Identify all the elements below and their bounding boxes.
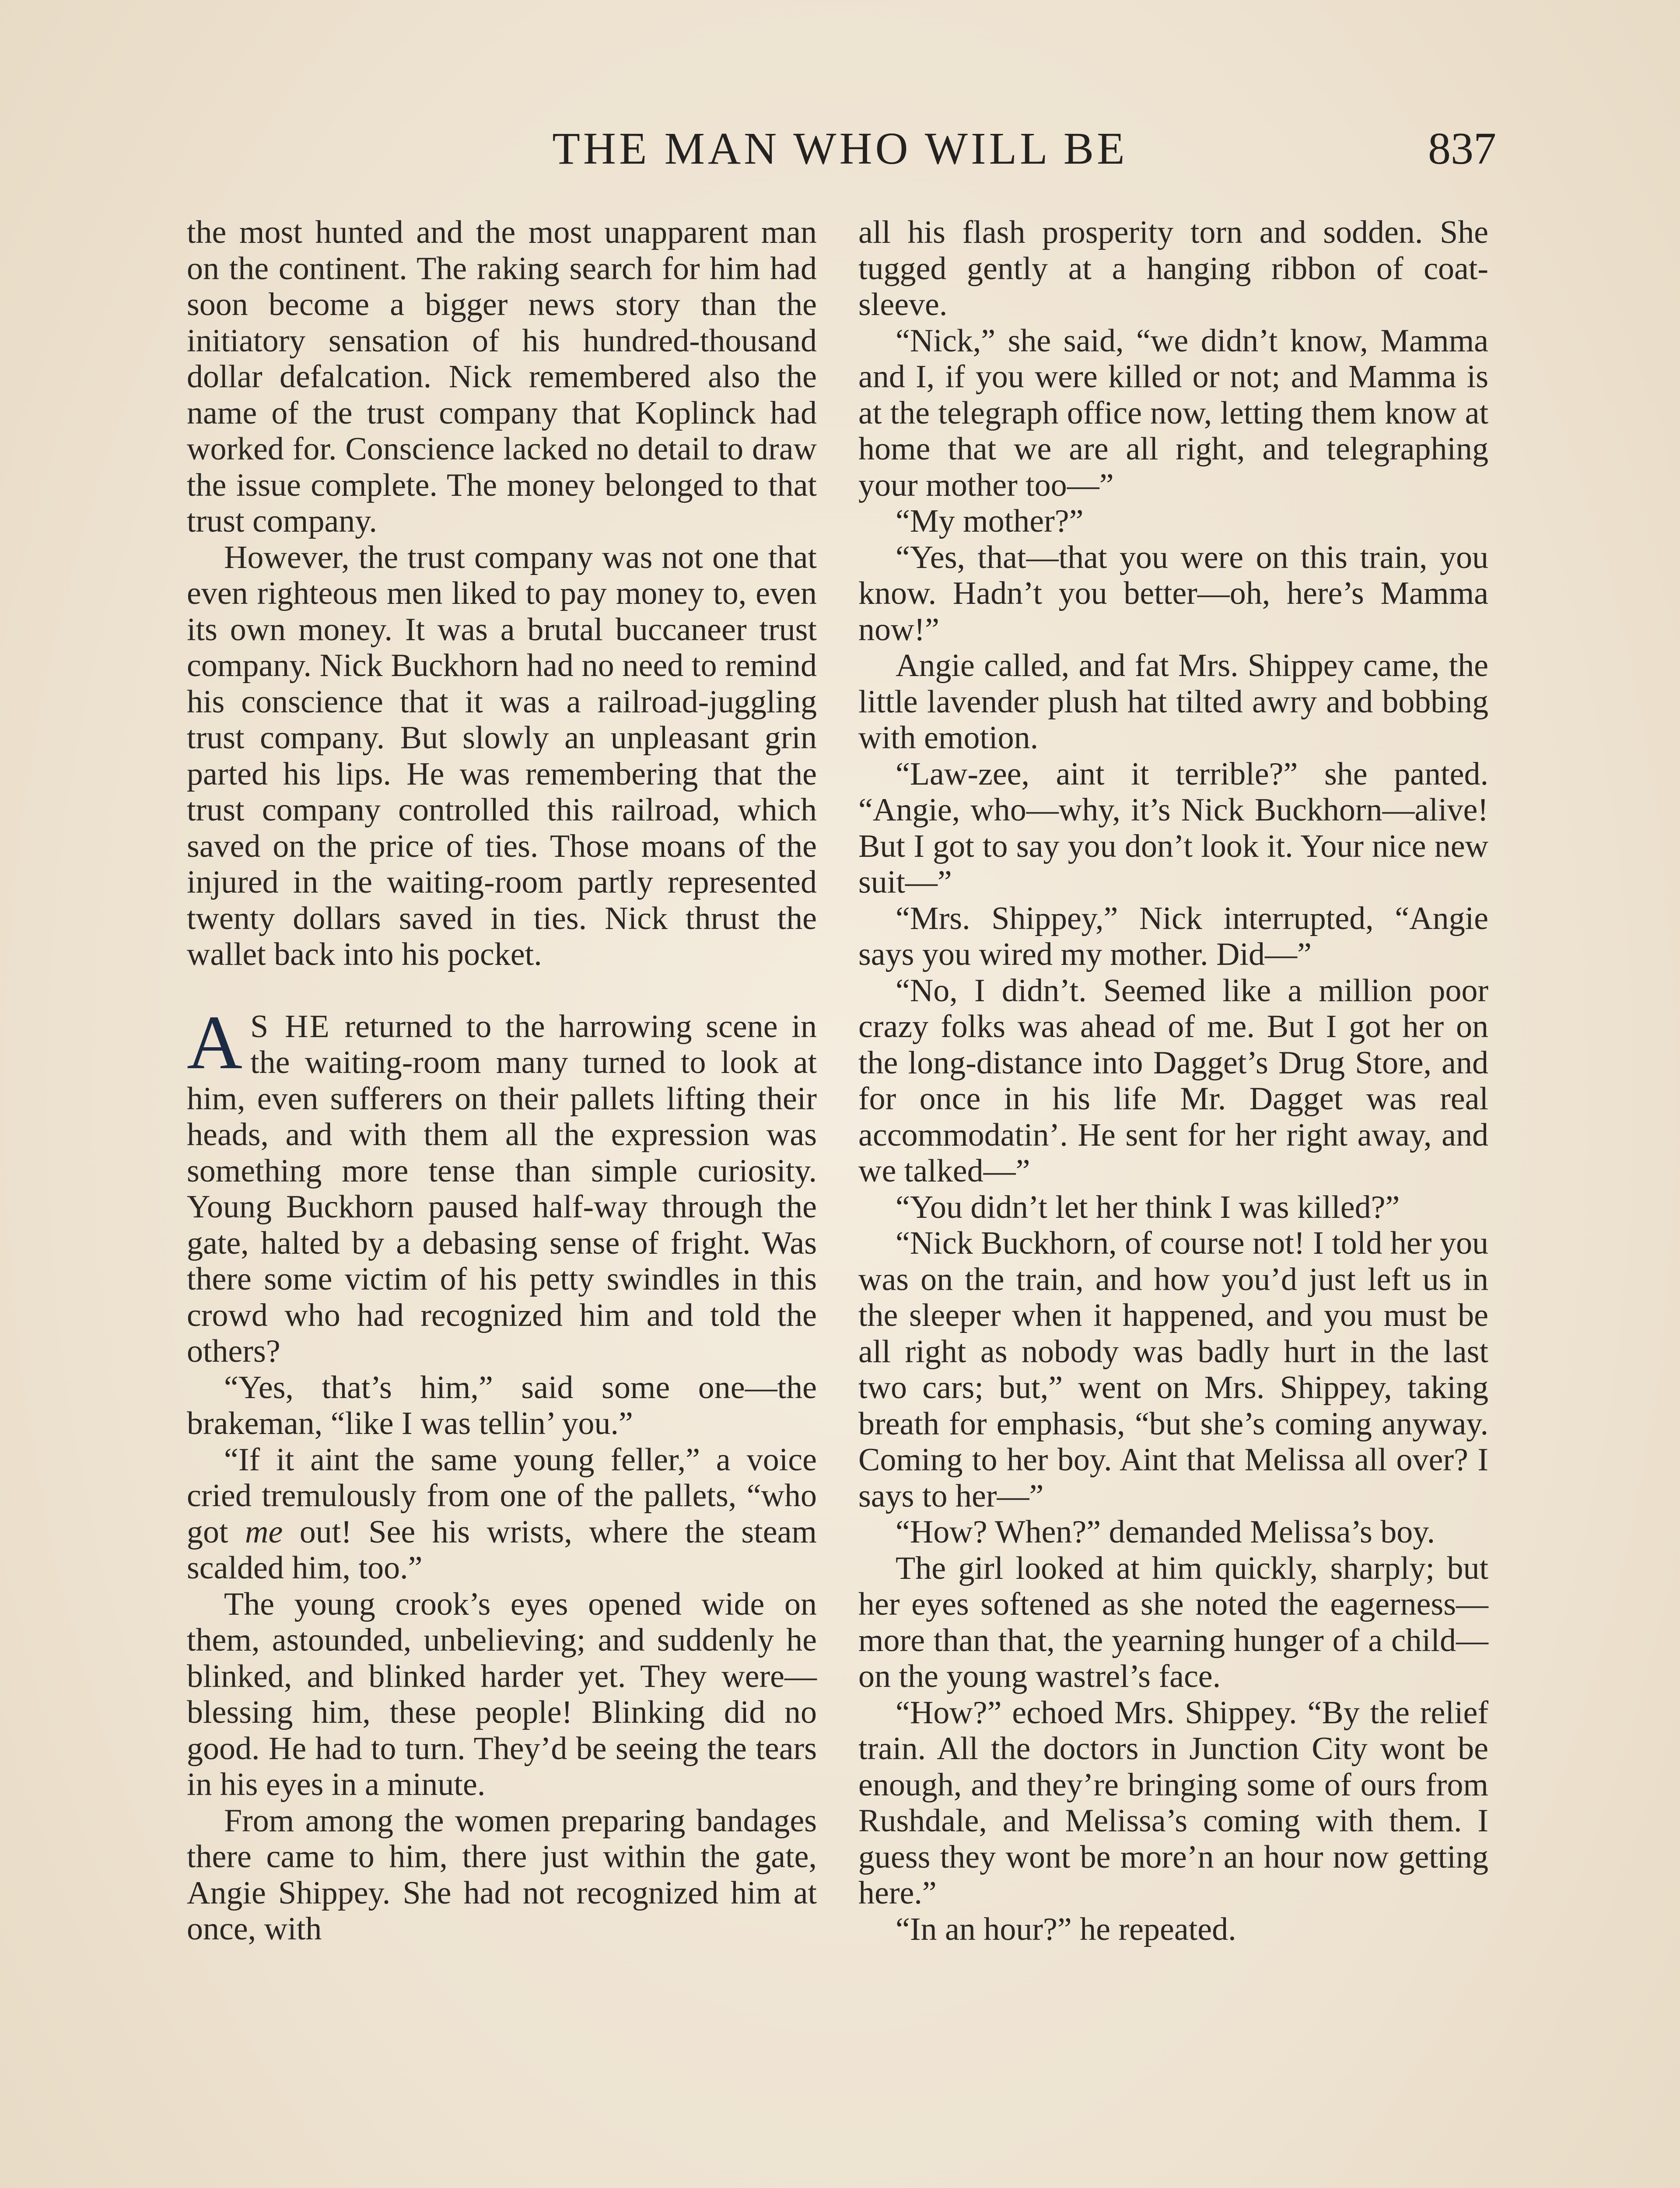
paragraph: “How? When?” demanded Melissa’s boy. xyxy=(896,1514,1435,1550)
paragraph: “In an hour?” he repeated. xyxy=(896,1911,1236,1947)
right-column xyxy=(858,214,1488,1947)
paragraph-text: returned to the harrowing scene in the waiting-room many turned to look at him, even sufferers on their pallets lifting their heads, and with them all the expression was something more tense than simple curiosity. Young Buckhorn paused half-way through the gate, halted by a debasing sense of fright. Was there some victim of his petty swindles in this crowd who had recognized him and told the others? xyxy=(187,1008,817,1369)
drop-cap: A xyxy=(187,999,243,1085)
paragraph-text: “If it aint the same young feller,” a voice cried tremulously from one of the pallets, “who got xyxy=(187,1441,817,1550)
section-start-paragraph xyxy=(187,999,817,1370)
small-caps-lead: S HE xyxy=(250,1008,331,1045)
paragraph: “Law-zee, aint it terrible?” she panted. “Angie, who—why, it’s Nick Buckhorn—alive! But I got to say you don’t look it. Your nice new suit—” xyxy=(858,756,1488,900)
paragraph-text: out! See his wrists, where the steam scalded him, too.” xyxy=(187,1514,817,1586)
page-number: 837 xyxy=(1428,123,1496,174)
paragraph: “Mrs. Shippey,” Nick interrupted, “Angie says you wired my mother. Did—” xyxy=(858,900,1488,972)
paragraph: “You didn’t let her think I was killed?” xyxy=(896,1189,1400,1225)
paragraph: “Nick Buckhorn, of course not! I told her you was on the train, and how you’d just left us in the sleeper when it happened, and you must be all right as nobody was badly hurt in the last two cars; but,” went on Mrs. Shippey, taking breath for emphasis, “but she’s coming anyway. Coming to her boy. Aint that Melissa all over? I says to her—” xyxy=(858,1225,1488,1514)
page-header xyxy=(184,118,1496,179)
left-column xyxy=(187,214,817,1947)
paragraph: Angie called, and fat Mrs. Shippey came, the little lavender plush hat tilted awry and bobbing with emotion. xyxy=(858,648,1488,756)
paragraph: “Yes, that—that you were on this train, you know. Hadn’t you better—oh, here’s Mamma now!” xyxy=(858,539,1488,648)
paragraph xyxy=(187,1442,817,1586)
paragraph: “How?” echoed Mrs. Shippey. “By the relief train. All the doctors in Junction City wont be enough, and they’re bringing some of ours from Rushdale, and Melissa’s coming with them. I guess they wont be more’n an hour now getting here.” xyxy=(858,1694,1488,1911)
emphasis: me xyxy=(245,1514,283,1550)
paragraph: The girl looked at him quickly, sharply; but her eyes softened as she noted the eagerness—more than that, the yearning hunger of a child—on the young wastrel’s face. xyxy=(858,1550,1488,1694)
running-title: THE MAN WHO WILL BE xyxy=(552,123,1128,174)
paragraph: The young crook’s eyes opened wide on them, astounded, unbelieving; and suddenly he blinked, and blinked harder yet. They were—blessing him, these people! Blinking did no good. He had to turn. They’d be seeing the tears in his eyes in a minute. xyxy=(187,1586,817,1802)
paragraph: “Yes, that’s him,” said some one—the brakeman, “like I was tellin’ you.” xyxy=(187,1369,817,1441)
paragraph: the most hunted and the most unapparent man on the continent. The raking search for him had soon become a bigger news story than the initiatory sensation of his hundred-thousand dollar defalcation. Nick remembered also the name of the trust company that Koplinck had worked for. Conscience lacked no detail to draw the issue complete. The money belonged to that trust company. xyxy=(187,214,817,539)
paragraph: “Nick,” she said, “we didn’t know, Mamma and I, if you were killed or not; and Mamma is at the telegraph office now, letting them know at home that we are all right, and telegraphing your mother too—” xyxy=(858,323,1488,503)
paragraph: However, the trust company was not one that even righteous men liked to pay money to, even its own money. It was a brutal buccaneer trust company. Nick Buckhorn had no need to remind his conscience that it was a railroad-juggling trust company. But slowly an unpleasant grin parted his lips. He was remembering that the trust company controlled this railroad, which saved on the price of ties. Those moans of the injured in the waiting-room partly represented twenty dollars saved in ties. Nick thrust the wallet back into his pocket. xyxy=(187,539,817,972)
paragraph: “No, I didn’t. Seemed like a million poor crazy folks was ahead of me. But I got her on the long-distance into Dagget’s Drug Store, and for once in his life Mr. Dagget was real accommodatin’. He sent for her right away, and we talked—” xyxy=(858,972,1488,1189)
paragraph: “My mother?” xyxy=(896,503,1084,539)
paragraph: all his flash prosperity torn and sodden. She tugged gently at a hanging ribbon of coat-sleeve. xyxy=(858,214,1488,323)
paragraph: From among the women preparing bandages there came to him, there just within the gate, Angie Shippey. She had not recognized him at once, with xyxy=(187,1802,817,1947)
